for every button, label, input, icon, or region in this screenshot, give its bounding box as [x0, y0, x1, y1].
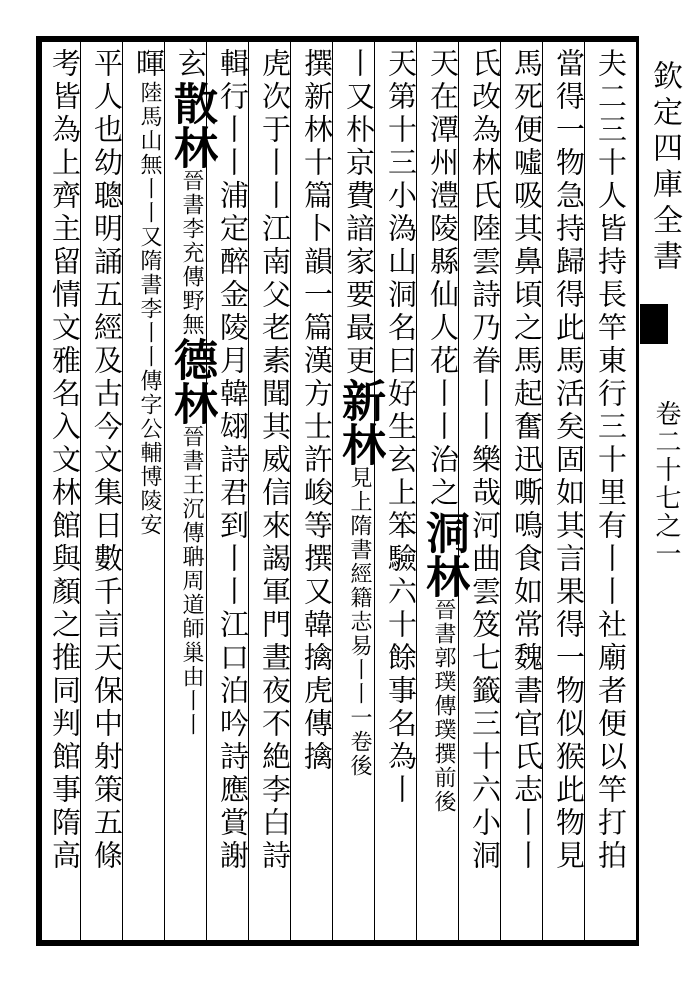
text-segment: 陸馬山無丨丨 — [137, 81, 162, 225]
text-segment: 晉書郭璞傳璞撰前後 — [431, 598, 456, 814]
entry-heading: 新 — [334, 378, 385, 422]
text-column-1: 夫二三十人皆持長竿東行三十里有丨丨社廟者便以竿打拍 — [594, 48, 628, 873]
text-segment: 笨驗六十餘事名為丨 — [384, 510, 418, 807]
text-segment: 天第十三小溈山洞名曰好生玄上 — [384, 48, 418, 510]
entry-heading: 德林 — [166, 337, 217, 425]
text-column-10: 輯行丨丨浦定醉金陵月韓翃詩君到丨丨江口泊吟詩應賞謝 — [216, 48, 250, 873]
text-column-14: 考皆為上齊主留情文雅名入文林館與顏之推同判館事隋高 — [48, 48, 82, 873]
text-segment: 天在潭州澧陵縣仙人花丨丨治之 — [426, 48, 460, 510]
text-column-8 — [298, 48, 336, 936]
text-segment: 晉書李充傳野無 — [179, 169, 204, 337]
text-segment: 暉 — [132, 48, 166, 81]
volume-label: 卷二十七之一 — [651, 400, 681, 568]
text-segment: 撰新林十篇卜韻一篇 — [300, 48, 334, 345]
book-title: 欽定四庫全書 — [647, 60, 682, 276]
page-right-border — [636, 36, 639, 946]
text-segment: 丨又朴京費諳家要最更 — [342, 48, 376, 378]
text-segment: 漢方士許峻等撰又韓擒虎傳擒 — [300, 345, 334, 774]
text-column-6 — [382, 48, 420, 936]
text-column-13: 平人也幼聰明誦五經及古今文集日數千言天保中射策五條 — [90, 48, 124, 873]
text-segment: 又隋書李丨丨傳字公輔博陵安 — [137, 225, 162, 537]
page-frame — [36, 36, 638, 946]
text-column-12 — [130, 48, 168, 936]
text-segment: 玄 — [174, 48, 208, 81]
text-column-9: 虎次于丨丨江南父老素聞其威信來謁軍門晝夜不絶李白詩 — [258, 48, 292, 873]
text-column-2: 當得一物急持歸得此馬活矣固如其言果得一物似猴此物見 — [552, 48, 586, 873]
text-column-4: 氏改為林氏陸雲詩乃眷丨丨樂哉河曲雲笈七籤三十六小洞 — [468, 48, 502, 873]
text-column-7 — [334, 48, 385, 936]
text-column-3: 馬死便噓吸其鼻頃之馬起奮迅嘶鳴食如常魏書官氏志丨丨 — [510, 48, 544, 873]
text-column-5 — [418, 48, 469, 936]
entry-heading: 林 — [418, 554, 469, 598]
text-column-11 — [166, 48, 217, 936]
entry-heading: 散林 — [166, 81, 217, 169]
entry-heading: 洞 — [418, 510, 469, 554]
fish-tail-mark — [640, 304, 668, 344]
text-segment: 晉書王沉傳聃周道師巢由丨丨 — [179, 425, 204, 737]
entry-heading: 林 — [334, 422, 385, 466]
text-segment: 見上隋書經籍志易丨丨一卷後 — [347, 466, 372, 778]
